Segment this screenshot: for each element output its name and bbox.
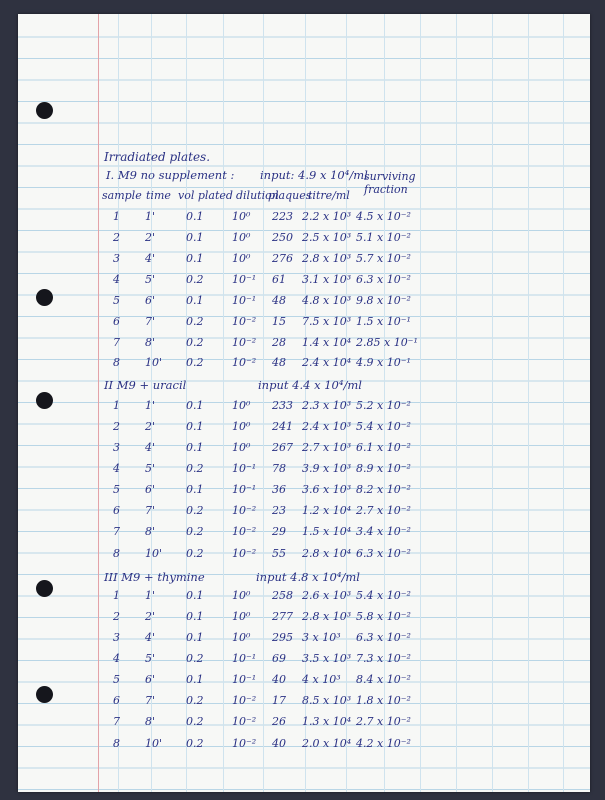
table-cell-time: 6' [145, 673, 156, 686]
table-cell-sample: 8 [113, 547, 120, 560]
table-cell-sample: 6 [113, 504, 120, 517]
table-cell-dilution: 10⁻² [232, 336, 257, 349]
table-cell-titre: 3 x 10³ [302, 631, 341, 644]
table-cell-time: 4' [145, 631, 156, 644]
table-cell-plaques: 17 [272, 694, 286, 707]
grid-line [492, 14, 493, 792]
table-cell-sample: 5 [113, 673, 120, 686]
table-cell-sample: 7 [113, 525, 120, 538]
table-cell-plaques: 55 [272, 547, 286, 560]
punch-hole [36, 102, 53, 119]
table-cell-surviving: 2.7 x 10⁻² [356, 715, 411, 728]
table-cell-vol: 0.1 [186, 252, 204, 265]
table-cell-surviving: 2.85 x 10⁻¹ [356, 336, 418, 349]
grid-line [528, 14, 529, 792]
table-cell-surviving: 5.1 x 10⁻² [356, 231, 411, 244]
table-cell-sample: 3 [113, 441, 120, 454]
table-cell-sample: 6 [113, 315, 120, 328]
table-cell-vol: 0.2 [186, 737, 204, 750]
table-cell-vol: 0.1 [186, 589, 204, 602]
table-cell-titre: 2.5 x 10³ [302, 231, 352, 244]
table-cell-vol: 0.2 [186, 273, 204, 286]
table-cell-titre: 3.6 x 10³ [302, 483, 352, 496]
table-cell-sample: 5 [113, 294, 120, 307]
table-cell-time: 1' [145, 210, 156, 223]
table-cell-surviving: 6.1 x 10⁻² [356, 441, 411, 454]
table-cell-time: 6' [145, 294, 156, 307]
col-header-plaques: plaques [268, 189, 312, 202]
table-cell-vol: 0.2 [186, 652, 204, 665]
punch-hole [36, 289, 53, 306]
table-cell-titre: 2.3 x 10³ [302, 399, 352, 412]
table-cell-sample: 3 [113, 631, 120, 644]
grid-line [263, 14, 264, 792]
table-cell-plaques: 61 [272, 273, 286, 286]
section-1-input: input: 4.9 x 10⁴/ml [260, 168, 368, 182]
table-cell-titre: 2.7 x 10³ [302, 441, 352, 454]
table-cell-time: 5' [145, 462, 156, 475]
table-cell-sample: 1 [113, 210, 120, 223]
table-cell-vol: 0.2 [186, 315, 204, 328]
table-cell-time: 8' [145, 336, 156, 349]
table-cell-plaques: 233 [272, 399, 293, 412]
section-2-title: II M9 + uracil [104, 378, 187, 392]
table-cell-vol: 0.1 [186, 399, 204, 412]
margin-line [98, 14, 99, 792]
table-cell-time: 6' [145, 483, 156, 496]
table-cell-dilution: 10⁻² [232, 504, 257, 517]
table-cell-vol: 0.2 [186, 356, 204, 369]
table-cell-dilution: 10⁻² [232, 737, 257, 750]
table-cell-surviving: 8.4 x 10⁻² [356, 673, 411, 686]
table-cell-vol: 0.2 [186, 547, 204, 560]
table-cell-time: 2' [145, 420, 156, 433]
table-cell-plaques: 276 [272, 252, 293, 265]
table-cell-time: 7' [145, 504, 156, 517]
table-cell-vol: 0.1 [186, 483, 204, 496]
table-cell-titre: 2.8 x 10³ [302, 610, 352, 623]
table-cell-dilution: 10⁰ [232, 420, 251, 433]
table-cell-plaques: 40 [272, 673, 286, 686]
table-cell-vol: 0.2 [186, 336, 204, 349]
table-cell-time: 7' [145, 315, 156, 328]
table-cell-surviving: 5.7 x 10⁻² [356, 252, 411, 265]
table-cell-surviving: 5.2 x 10⁻² [356, 399, 411, 412]
table-cell-dilution: 10⁻¹ [232, 294, 257, 307]
table-cell-surviving: 1.8 x 10⁻² [356, 694, 411, 707]
table-cell-plaques: 29 [272, 525, 286, 538]
table-cell-plaques: 258 [272, 589, 293, 602]
table-cell-plaques: 69 [272, 652, 286, 665]
table-cell-surviving: 7.3 x 10⁻² [356, 652, 411, 665]
table-cell-dilution: 10⁰ [232, 231, 251, 244]
table-cell-sample: 4 [113, 462, 120, 475]
table-cell-surviving: 6.3 x 10⁻² [356, 631, 411, 644]
table-cell-plaques: 26 [272, 715, 286, 728]
table-cell-plaques: 277 [272, 610, 293, 623]
table-cell-time: 10' [145, 356, 163, 369]
table-cell-time: 2' [145, 231, 156, 244]
table-cell-plaques: 267 [272, 441, 293, 454]
table-cell-vol: 0.1 [186, 441, 204, 454]
table-cell-plaques: 241 [272, 420, 293, 433]
table-cell-surviving: 9.8 x 10⁻² [356, 294, 411, 307]
table-cell-titre: 1.3 x 10⁴ [302, 715, 352, 728]
table-cell-plaques: 78 [272, 462, 286, 475]
table-cell-titre: 2.4 x 10³ [302, 420, 352, 433]
col-header-surviving-fraction: surviving fraction [364, 170, 416, 196]
table-cell-sample: 1 [113, 399, 120, 412]
table-cell-vol: 0.2 [186, 694, 204, 707]
table-cell-sample: 7 [113, 715, 120, 728]
table-cell-vol: 0.2 [186, 504, 204, 517]
section-3-input: input 4.8 x 10⁴/ml [256, 570, 360, 584]
table-cell-surviving: 8.9 x 10⁻² [356, 462, 411, 475]
table-cell-vol: 0.1 [186, 673, 204, 686]
table-cell-vol: 0.1 [186, 610, 204, 623]
table-cell-titre: 1.4 x 10⁴ [302, 336, 352, 349]
table-cell-vol: 0.1 [186, 631, 204, 644]
table-cell-plaques: 48 [272, 294, 286, 307]
table-cell-surviving: 4.5 x 10⁻² [356, 210, 411, 223]
table-cell-dilution: 10⁻² [232, 356, 257, 369]
punch-hole [36, 580, 53, 597]
col-header-sample: sample [102, 189, 142, 202]
table-cell-surviving: 6.3 x 10⁻² [356, 273, 411, 286]
table-cell-surviving: 2.7 x 10⁻² [356, 504, 411, 517]
table-cell-dilution: 10⁻² [232, 694, 257, 707]
table-cell-dilution: 10⁰ [232, 399, 251, 412]
table-cell-dilution: 10⁻² [232, 547, 257, 560]
table-cell-vol: 0.1 [186, 210, 204, 223]
table-cell-time: 7' [145, 694, 156, 707]
table-cell-dilution: 10⁰ [232, 610, 251, 623]
table-cell-sample: 2 [113, 231, 120, 244]
table-cell-vol: 0.2 [186, 525, 204, 538]
table-cell-sample: 5 [113, 483, 120, 496]
table-cell-surviving: 5.4 x 10⁻² [356, 589, 411, 602]
table-cell-titre: 2.6 x 10³ [302, 589, 352, 602]
table-cell-dilution: 10⁻¹ [232, 462, 257, 475]
table-cell-dilution: 10⁻¹ [232, 652, 257, 665]
table-cell-vol: 0.1 [186, 420, 204, 433]
table-cell-dilution: 10⁰ [232, 631, 251, 644]
table-cell-dilution: 10⁻² [232, 715, 257, 728]
table-cell-titre: 4.8 x 10³ [302, 294, 352, 307]
table-cell-titre: 1.5 x 10⁴ [302, 525, 352, 538]
table-cell-dilution: 10⁻¹ [232, 673, 257, 686]
table-cell-sample: 7 [113, 336, 120, 349]
table-cell-plaques: 36 [272, 483, 286, 496]
table-cell-time: 1' [145, 589, 156, 602]
punch-hole [36, 686, 53, 703]
table-cell-sample: 3 [113, 252, 120, 265]
table-cell-time: 5' [145, 652, 156, 665]
table-cell-time: 4' [145, 441, 156, 454]
table-cell-surviving: 8.2 x 10⁻² [356, 483, 411, 496]
table-cell-time: 8' [145, 525, 156, 538]
grid-line [456, 14, 457, 792]
table-cell-dilution: 10⁰ [232, 252, 251, 265]
table-cell-titre: 2.2 x 10³ [302, 210, 352, 223]
table-cell-sample: 1 [113, 589, 120, 602]
table-cell-time: 8' [145, 715, 156, 728]
table-cell-plaques: 48 [272, 356, 286, 369]
table-cell-titre: 3.1 x 10³ [302, 273, 352, 286]
table-cell-sample: 6 [113, 694, 120, 707]
table-cell-surviving: 4.9 x 10⁻¹ [356, 356, 411, 369]
table-cell-surviving: 5.4 x 10⁻² [356, 420, 411, 433]
table-cell-plaques: 250 [272, 231, 293, 244]
table-cell-dilution: 10⁰ [232, 441, 251, 454]
table-cell-dilution: 10⁰ [232, 589, 251, 602]
col-header-titre: titre/ml [308, 189, 350, 202]
table-cell-sample: 4 [113, 273, 120, 286]
table-cell-vol: 0.2 [186, 462, 204, 475]
table-cell-plaques: 40 [272, 737, 286, 750]
table-cell-time: 2' [145, 610, 156, 623]
table-cell-sample: 2 [113, 420, 120, 433]
table-cell-sample: 8 [113, 356, 120, 369]
table-cell-surviving: 5.8 x 10⁻² [356, 610, 411, 623]
table-cell-titre: 2.8 x 10⁴ [302, 547, 352, 560]
table-cell-titre: 2.8 x 10³ [302, 252, 352, 265]
table-cell-dilution: 10⁰ [232, 210, 251, 223]
table-cell-titre: 1.2 x 10⁴ [302, 504, 352, 517]
grid-line [563, 14, 564, 792]
table-cell-titre: 7.5 x 10³ [302, 315, 352, 328]
grid-line [420, 14, 421, 792]
section-2-input: input 4.4 x 10⁴/ml [258, 378, 362, 392]
table-cell-sample: 4 [113, 652, 120, 665]
table-cell-dilution: 10⁻² [232, 315, 257, 328]
table-cell-surviving: 3.4 x 10⁻² [356, 525, 411, 538]
table-cell-plaques: 28 [272, 336, 286, 349]
table-cell-titre: 2.0 x 10⁴ [302, 737, 352, 750]
table-cell-surviving: 4.2 x 10⁻² [356, 737, 411, 750]
table-cell-sample: 2 [113, 610, 120, 623]
col-header-dilution: dilution [236, 189, 279, 202]
grid-line [223, 14, 224, 792]
table-cell-time: 4' [145, 252, 156, 265]
table-cell-plaques: 23 [272, 504, 286, 517]
table-cell-titre: 3.5 x 10³ [302, 652, 352, 665]
punch-hole [36, 392, 53, 409]
table-cell-surviving: 1.5 x 10⁻¹ [356, 315, 411, 328]
table-cell-plaques: 295 [272, 631, 293, 644]
table-cell-surviving: 6.3 x 10⁻² [356, 547, 411, 560]
table-cell-dilution: 10⁻¹ [232, 483, 257, 496]
table-cell-time: 10' [145, 547, 163, 560]
col-header-vol-plated: vol plated [178, 189, 233, 202]
table-cell-vol: 0.1 [186, 294, 204, 307]
page-heading: Irradiated plates. [104, 150, 211, 164]
table-cell-titre: 2.4 x 10⁴ [302, 356, 352, 369]
col-header-time: time [146, 189, 171, 202]
table-cell-titre: 3.9 x 10³ [302, 462, 352, 475]
table-cell-time: 1' [145, 399, 156, 412]
table-cell-dilution: 10⁻¹ [232, 273, 257, 286]
table-cell-plaques: 223 [272, 210, 293, 223]
table-cell-time: 5' [145, 273, 156, 286]
table-cell-dilution: 10⁻² [232, 525, 257, 538]
table-cell-titre: 4 x 10³ [302, 673, 341, 686]
table-cell-sample: 8 [113, 737, 120, 750]
table-cell-vol: 0.1 [186, 231, 204, 244]
table-cell-titre: 8.5 x 10³ [302, 694, 352, 707]
table-cell-time: 10' [145, 737, 163, 750]
section-1-title: I. M9 no supplement : [106, 168, 235, 182]
table-cell-vol: 0.2 [186, 715, 204, 728]
section-3-title: III M9 + thymine [104, 570, 205, 584]
table-cell-plaques: 15 [272, 315, 286, 328]
